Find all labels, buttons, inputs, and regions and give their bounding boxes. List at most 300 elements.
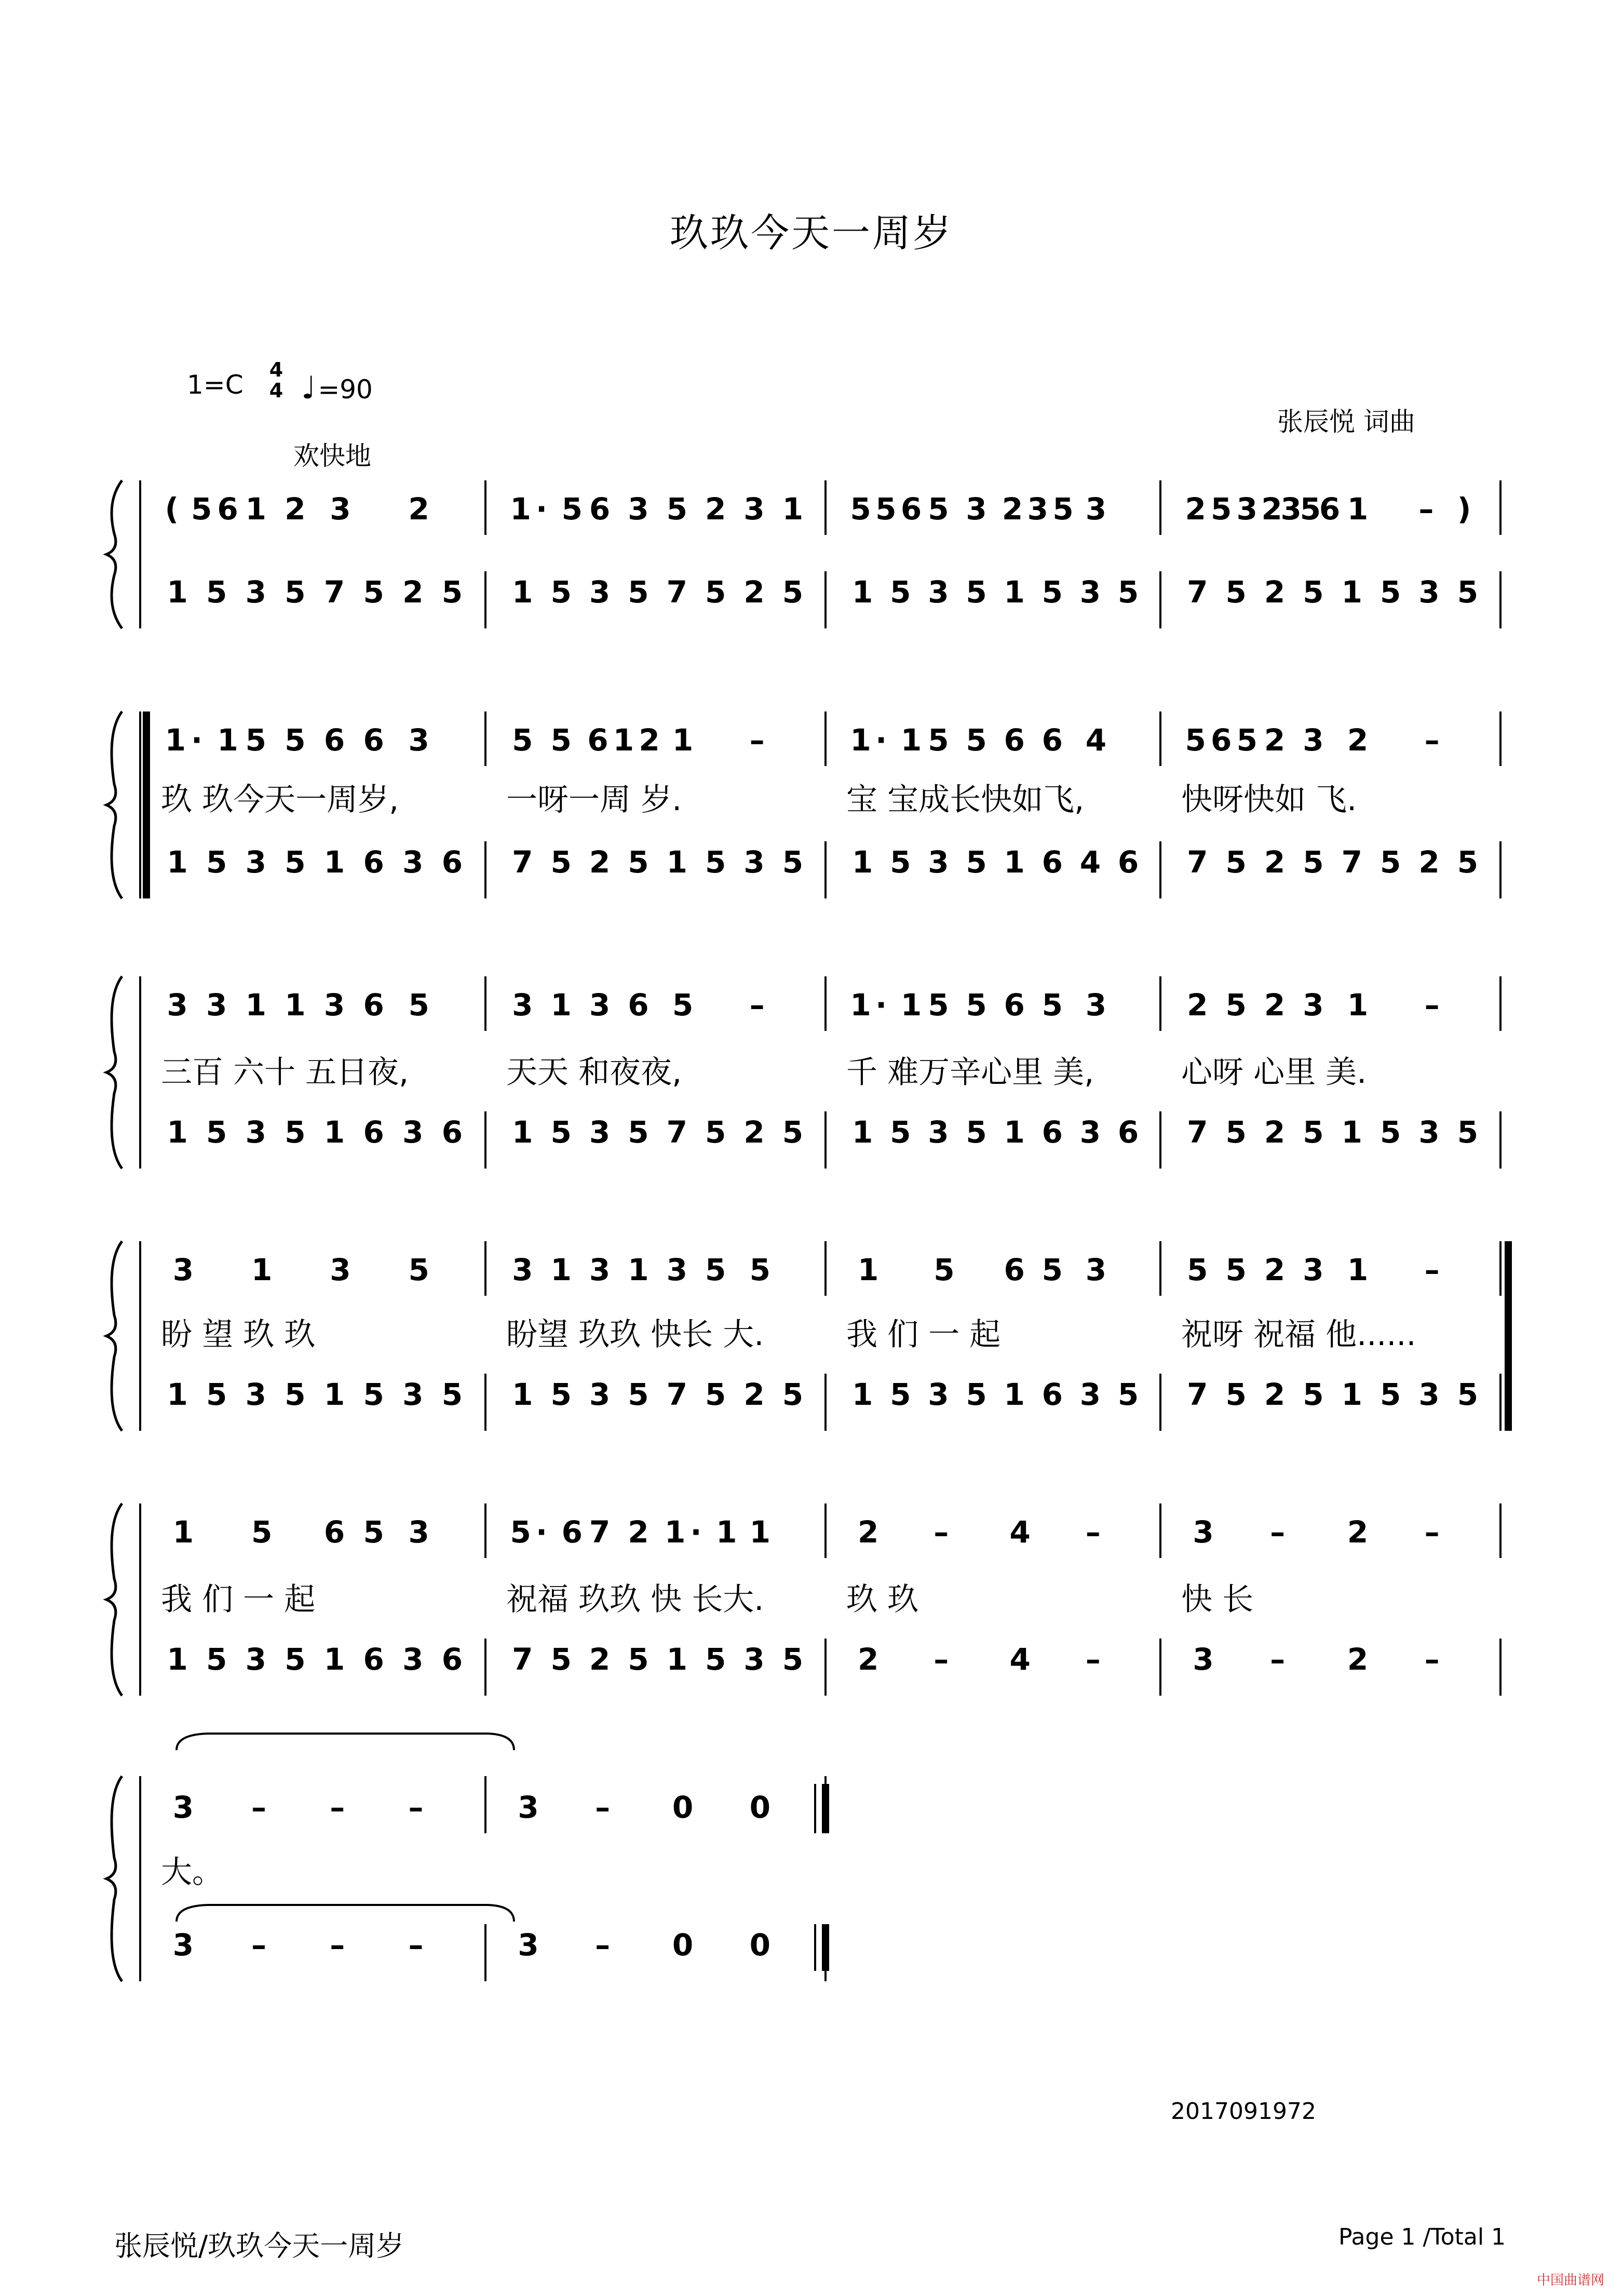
melody-note: 5: [672, 987, 694, 1023]
melody-note: 5: [1236, 722, 1257, 758]
accompaniment-note: 5: [1117, 1377, 1139, 1412]
melody-note: 6: [323, 722, 345, 758]
lyric-text: 心呀 心里 美.: [1181, 1054, 1367, 1091]
accompaniment-note: 5: [1380, 1115, 1401, 1150]
melody-note: ·: [690, 1514, 702, 1550]
accompaniment-note: 3: [245, 1115, 266, 1150]
accompaniment-note: 3: [1079, 1115, 1101, 1150]
accompaniment-note: 7: [323, 574, 345, 610]
accompaniment-note: 3: [245, 1377, 266, 1412]
system-brace: [106, 480, 122, 628]
accompaniment-note: 5: [1457, 844, 1479, 880]
accompaniment-note: 3: [743, 1642, 765, 1677]
accompaniment-note: 1: [512, 1377, 533, 1412]
melody-note: 5: [1187, 1252, 1208, 1287]
melody-note: 5: [1042, 987, 1063, 1023]
melody-note: ·: [875, 987, 887, 1023]
melody-note: 5: [408, 1252, 429, 1287]
melody-note: 3: [1280, 491, 1302, 527]
melody-note: 1: [510, 491, 531, 527]
accompaniment-note: –: [408, 1927, 424, 1963]
lyric-text: 盼望 玖玖 快长 大.: [506, 1317, 764, 1353]
melody-note: ·: [875, 722, 887, 758]
accompaniment-note: 3: [402, 1115, 424, 1150]
accompaniment-note: 2: [1264, 1115, 1286, 1150]
accompaniment-note: 5: [206, 1642, 227, 1677]
accompaniment-note: 4: [1009, 1642, 1031, 1677]
melody-note: 6: [1211, 722, 1232, 758]
melody-note: 1: [850, 722, 871, 758]
accompaniment-note: 6: [1042, 1115, 1063, 1150]
accompaniment-note: 5: [1380, 844, 1401, 880]
accompaniment-note: –: [1270, 1642, 1286, 1677]
accompaniment-note: 7: [666, 1115, 688, 1150]
melody-note: 2: [1347, 1514, 1369, 1550]
melody-note: 3: [1085, 491, 1107, 527]
accompaniment-note: 5: [1303, 574, 1324, 610]
melody-note: 5: [1300, 491, 1321, 527]
melody-note: 4: [1085, 722, 1107, 758]
lyric-text: 我 们 一 起: [161, 1581, 316, 1618]
melody-note: 2: [1261, 491, 1282, 527]
melody-note: 6: [628, 987, 649, 1023]
melody-note: 1: [900, 987, 922, 1023]
melody-note: –: [330, 1790, 345, 1825]
accompaniment-note: 2: [589, 844, 611, 880]
accompaniment-note: 5: [550, 844, 572, 880]
accompaniment-note: 5: [1457, 1377, 1479, 1412]
melody-note: 3: [330, 1252, 351, 1287]
lyric-text: 玖 玖今天一周岁,: [161, 782, 399, 818]
accompaniment-note: 3: [743, 844, 765, 880]
time-signature-top: 4: [269, 358, 283, 381]
accompaniment-note: 1: [666, 844, 688, 880]
lyric-text: 祝呀 祝福 他......: [1181, 1317, 1416, 1353]
melody-note: ): [1457, 491, 1471, 527]
accompaniment-note: 3: [402, 844, 424, 880]
lyric-text: 一呀一周 岁.: [506, 782, 682, 818]
melody-note: 3: [408, 1514, 429, 1550]
melody-note: ·: [536, 491, 548, 527]
accompaniment-note: 1: [851, 844, 873, 880]
melody-note: 7: [589, 1514, 611, 1550]
accompaniment-note: –: [934, 1642, 949, 1677]
accompaniment-note: 2: [1264, 844, 1286, 880]
accompaniment-note: 2: [1347, 1642, 1369, 1677]
accompaniment-note: 3: [518, 1927, 539, 1963]
accompaniment-note: 6: [1042, 1377, 1063, 1412]
accompaniment-note: 2: [1264, 1377, 1286, 1412]
accompaniment-note: 5: [966, 1377, 987, 1412]
expression-marking: 欢快地: [293, 441, 371, 471]
lyric-text: 快 长: [1181, 1581, 1254, 1618]
melody-note: 1: [672, 722, 694, 758]
melody-note: –: [749, 987, 765, 1023]
accompaniment-note: 3: [589, 1377, 611, 1412]
accompaniment-note: 5: [1380, 574, 1401, 610]
accompaniment-note: 6: [363, 844, 384, 880]
melody-note: 1: [165, 722, 186, 758]
accompaniment-note: 3: [172, 1927, 194, 1963]
melody-note: 5: [1225, 987, 1247, 1023]
system-brace: [106, 1776, 122, 1981]
melody-note: 3: [330, 491, 351, 527]
accompaniment-note: 5: [285, 574, 306, 610]
melody-note: 5: [245, 722, 266, 758]
melody-note: 5: [1225, 1252, 1247, 1287]
accompaniment-note: 1: [167, 844, 188, 880]
accompaniment-note: 4: [1079, 844, 1101, 880]
melody-note: –: [408, 1790, 424, 1825]
accompaniment-note: 2: [743, 1377, 765, 1412]
accompaniment-note: 1: [851, 574, 873, 610]
melody-note: 1: [172, 1514, 194, 1550]
melody-note: 5: [749, 1252, 770, 1287]
melody-note: –: [1424, 1514, 1440, 1550]
accompaniment-note: 6: [1042, 844, 1063, 880]
melody-note: 5: [561, 491, 583, 527]
melody-note: 3: [512, 1252, 533, 1287]
melody-note: 3: [1303, 1252, 1324, 1287]
accompaniment-note: 1: [323, 1377, 345, 1412]
melody-note: 1: [782, 491, 804, 527]
accompaniment-note: 1: [323, 1115, 345, 1150]
accompaniment-note: 6: [1117, 844, 1139, 880]
accompaniment-note: –: [251, 1927, 266, 1963]
melody-note: 2: [1264, 1252, 1286, 1287]
accompaniment-note: 5: [1225, 844, 1247, 880]
melody-note: 3: [172, 1252, 194, 1287]
melody-note: 3: [167, 987, 188, 1023]
lyric-text: 三百 六十 五日夜,: [161, 1054, 409, 1091]
system-brace: [106, 1241, 122, 1431]
accompaniment-note: –: [1085, 1642, 1101, 1677]
melody-note: 3: [589, 987, 611, 1023]
accompaniment-note: 5: [1225, 1377, 1247, 1412]
melody-note: 6: [363, 987, 384, 1023]
accompaniment-note: 7: [512, 844, 533, 880]
melody-note: 5: [191, 491, 212, 527]
accompaniment-note: 5: [782, 1115, 804, 1150]
accompaniment-note: 5: [705, 1115, 726, 1150]
melody-note: 2: [705, 491, 726, 527]
melody-note: ·: [191, 722, 203, 758]
accompaniment-note: 1: [167, 1642, 188, 1677]
melody-note: 5: [510, 1514, 531, 1550]
footer-title: 张辰悦/玖玖今天一周岁: [114, 2230, 404, 2262]
accompaniment-note: 5: [550, 1642, 572, 1677]
page-number: Page 1 /Total 1: [1338, 2224, 1506, 2250]
accompaniment-note: 2: [743, 1115, 765, 1150]
key-signature: 1=C: [187, 370, 244, 400]
accompaniment-note: 0: [749, 1927, 770, 1963]
accompaniment-note: 5: [1380, 1377, 1401, 1412]
melody-note: 1: [245, 987, 266, 1023]
melody-note: 2: [1002, 491, 1023, 527]
accompaniment-note: 5: [285, 1377, 306, 1412]
accompaniment-note: 5: [966, 574, 987, 610]
melody-note: 5: [363, 1514, 384, 1550]
lyric-text: 天天 和夜夜,: [506, 1054, 682, 1091]
accompaniment-note: 5: [363, 574, 384, 610]
melody-note: 6: [363, 722, 384, 758]
accompaniment-note: 5: [441, 1377, 463, 1412]
accompaniment-note: 2: [589, 1642, 611, 1677]
accompaniment-note: 3: [928, 844, 949, 880]
accompaniment-note: –: [330, 1927, 345, 1963]
accompaniment-note: 5: [890, 1377, 911, 1412]
melody-note: 5: [875, 491, 897, 527]
accompaniment-note: 5: [1042, 574, 1063, 610]
melody-note: 6: [1042, 722, 1063, 758]
melody-note: 5: [550, 722, 572, 758]
accompaniment-note: –: [595, 1927, 611, 1963]
page-title: 玖玖今天一周岁: [670, 211, 953, 256]
melody-note: 2: [285, 491, 306, 527]
accompaniment-note: 5: [890, 574, 911, 610]
accompaniment-note: 3: [589, 574, 611, 610]
melody-note: –: [1418, 491, 1434, 527]
accompaniment-note: 5: [782, 844, 804, 880]
accompaniment-note: 5: [1303, 1115, 1324, 1150]
accompaniment-note: 1: [512, 574, 533, 610]
accompaniment-note: 1: [167, 574, 188, 610]
system-brace: [106, 711, 122, 898]
accompaniment-note: 3: [245, 844, 266, 880]
melody-note: –: [1424, 722, 1440, 758]
melody-note: –: [1270, 1514, 1286, 1550]
accompaniment-note: 5: [628, 1115, 649, 1150]
melody-note: 1: [217, 722, 238, 758]
accompaniment-note: 5: [206, 1115, 227, 1150]
accompaniment-note: 2: [743, 574, 765, 610]
melody-note: 6: [1004, 1252, 1025, 1287]
melody-note: 6: [561, 1514, 583, 1550]
watermark-logo: 中国曲谱网: [1537, 2273, 1605, 2288]
melody-note: 2: [628, 1514, 649, 1550]
accompaniment-note: 7: [512, 1642, 533, 1677]
lyric-text: 我 们 一 起: [846, 1317, 1001, 1353]
melody-note: 5: [251, 1514, 273, 1550]
accompaniment-note: 1: [851, 1377, 873, 1412]
melody-note: 5: [966, 987, 987, 1023]
accompaniment-note: 5: [1303, 1377, 1324, 1412]
accompaniment-note: 5: [628, 1642, 649, 1677]
accompaniment-note: 6: [363, 1642, 384, 1677]
accompaniment-note: 0: [672, 1927, 694, 1963]
accompaniment-note: 3: [1418, 574, 1440, 610]
melody-note: 5: [705, 1252, 726, 1287]
melody-note: 3: [1085, 987, 1107, 1023]
accompaniment-note: 5: [628, 844, 649, 880]
document-id: 2017091972: [1171, 2098, 1316, 2125]
melody-note: 3: [172, 1790, 194, 1825]
melody-note: 0: [749, 1790, 770, 1825]
melody-note: 5: [928, 722, 949, 758]
accompaniment-note: –: [1424, 1642, 1440, 1677]
accompaniment-note: 1: [323, 844, 345, 880]
accompaniment-note: 3: [1193, 1642, 1214, 1677]
accompaniment-note: 5: [1117, 574, 1139, 610]
accompaniment-note: 5: [705, 574, 726, 610]
melody-note: 4: [1009, 1514, 1031, 1550]
melody-note: 5: [512, 722, 533, 758]
accompaniment-note: 6: [441, 844, 463, 880]
accompaniment-note: 5: [206, 1377, 227, 1412]
accompaniment-note: 3: [1079, 1377, 1101, 1412]
accompaniment-note: 5: [782, 1377, 804, 1412]
melody-note: 3: [323, 987, 345, 1023]
melody-note: 5: [1211, 491, 1232, 527]
melody-note: 1: [1347, 1252, 1369, 1287]
accompaniment-note: 3: [402, 1377, 424, 1412]
melody-note: 3: [1193, 1514, 1214, 1550]
system-brace: [106, 1503, 122, 1696]
accompaniment-note: 5: [550, 1115, 572, 1150]
accompaniment-note: 5: [628, 574, 649, 610]
melody-note: 0: [672, 1790, 694, 1825]
accompaniment-note: 6: [441, 1642, 463, 1677]
melody-note: 2: [1347, 722, 1369, 758]
melody-note: 6: [900, 491, 922, 527]
accompaniment-note: 5: [206, 844, 227, 880]
melody-note: 6: [1004, 987, 1025, 1023]
melody-note: 2: [1264, 722, 1286, 758]
accompaniment-note: 2: [1264, 574, 1286, 610]
lyric-text: 祝福 玖玖 快 长大.: [506, 1581, 764, 1618]
melody-note: 3: [1303, 987, 1324, 1023]
accompaniment-note: 2: [402, 574, 424, 610]
accompaniment-note: 5: [285, 1642, 306, 1677]
composer-credit: 张辰悦 词曲: [1277, 407, 1415, 437]
accompaniment-note: 1: [167, 1115, 188, 1150]
melody-note: 1: [1347, 987, 1369, 1023]
accompaniment-note: 5: [441, 574, 463, 610]
accompaniment-note: 1: [1004, 1377, 1025, 1412]
accompaniment-note: 5: [782, 574, 804, 610]
accompaniment-note: 1: [1004, 574, 1025, 610]
melody-note: 3: [1027, 491, 1048, 527]
accompaniment-note: 5: [966, 844, 987, 880]
melody-note: –: [595, 1790, 611, 1825]
tempo-value: =90: [318, 374, 373, 405]
melody-note: ·: [536, 1514, 548, 1550]
melody-note: 3: [589, 1252, 611, 1287]
accompaniment-note: 1: [1341, 574, 1363, 610]
lyric-text: 盼 望 玖 玖: [161, 1317, 316, 1353]
accompaniment-note: 1: [167, 1377, 188, 1412]
melody-note: 1: [857, 1252, 879, 1287]
accompaniment-note: 7: [666, 574, 688, 610]
melody-note: 5: [1042, 1252, 1063, 1287]
accompaniment-note: 7: [1187, 574, 1208, 610]
melody-note: 1: [716, 1514, 737, 1550]
melody-note: 5: [285, 722, 306, 758]
accompaniment-note: 5: [705, 1642, 726, 1677]
melody-note: 1: [628, 1252, 649, 1287]
melody-note: 1: [1347, 491, 1369, 527]
lyric-text: 大。: [161, 1854, 223, 1890]
melody-note: 1: [550, 987, 572, 1023]
melody-note: 2: [408, 491, 429, 527]
accompaniment-note: 6: [363, 1115, 384, 1150]
accompaniment-note: 7: [1341, 844, 1363, 880]
accompaniment-note: 5: [285, 1115, 306, 1150]
accompaniment-note: 5: [628, 1377, 649, 1412]
melody-note: 5: [408, 987, 429, 1023]
accompaniment-note: 7: [1187, 844, 1208, 880]
melody-note: 3: [1236, 491, 1257, 527]
system-brace: [106, 976, 122, 1169]
melody-note: 6: [1004, 722, 1025, 758]
melody-note: 3: [628, 491, 649, 527]
accompaniment-note: 3: [1079, 574, 1101, 610]
accompaniment-note: 7: [666, 1377, 688, 1412]
melody-note: 1: [850, 987, 871, 1023]
accompaniment-note: 5: [705, 844, 726, 880]
accompaniment-note: 7: [1187, 1115, 1208, 1150]
accompaniment-note: 2: [857, 1642, 879, 1677]
melody-note: 3: [666, 1252, 688, 1287]
accompaniment-note: 7: [1187, 1377, 1208, 1412]
melody-note: 2: [1185, 491, 1206, 527]
melody-note: 1: [245, 491, 266, 527]
melody-note: –: [1424, 1252, 1440, 1287]
accompaniment-note: 5: [1457, 574, 1479, 610]
accompaniment-note: 3: [928, 1115, 949, 1150]
melody-note: 6: [587, 722, 608, 758]
melody-note: 6: [217, 491, 238, 527]
accompaniment-note: 2: [1418, 844, 1440, 880]
accompaniment-note: 3: [589, 1115, 611, 1150]
melody-note: 5: [1185, 722, 1206, 758]
lyric-text: 宝 宝成长快如飞,: [846, 782, 1085, 818]
melody-note: 3: [206, 987, 227, 1023]
melody-note: 3: [1303, 722, 1324, 758]
accompaniment-note: 5: [890, 844, 911, 880]
melody-note: –: [1424, 987, 1440, 1023]
accompaniment-note: 3: [1418, 1115, 1440, 1150]
melody-note: 1: [285, 987, 306, 1023]
melody-note: 2: [1264, 987, 1286, 1023]
accompaniment-note: 1: [1004, 844, 1025, 880]
time-signature-bottom: 4: [269, 379, 283, 402]
accompaniment-note: 5: [782, 1642, 804, 1677]
melody-note: 1: [251, 1252, 273, 1287]
accompaniment-note: 5: [890, 1115, 911, 1150]
melody-note: 3: [1085, 1252, 1107, 1287]
lyric-text: 千 难万辛心里 美,: [846, 1054, 1094, 1091]
melody-note: 5: [666, 491, 688, 527]
melody-note: 3: [512, 987, 533, 1023]
melody-note: 6: [589, 491, 611, 527]
accompaniment-note: 1: [323, 1642, 345, 1677]
accompaniment-note: 3: [1418, 1377, 1440, 1412]
accompaniment-note: 5: [966, 1115, 987, 1150]
accompaniment-note: 5: [1225, 1115, 1247, 1150]
melody-note: (: [165, 491, 179, 527]
accompaniment-note: 5: [705, 1377, 726, 1412]
melody-note: 5: [1052, 491, 1074, 527]
melody-note: 2: [639, 722, 660, 758]
accompaniment-note: 3: [245, 574, 266, 610]
tie-arc: [177, 1734, 514, 1750]
accompaniment-note: 3: [928, 1377, 949, 1412]
lyric-text: 快呀快如 飞.: [1181, 782, 1357, 818]
tie-arc: [177, 1905, 514, 1922]
accompaniment-note: 1: [666, 1642, 688, 1677]
accompaniment-note: 1: [512, 1115, 533, 1150]
